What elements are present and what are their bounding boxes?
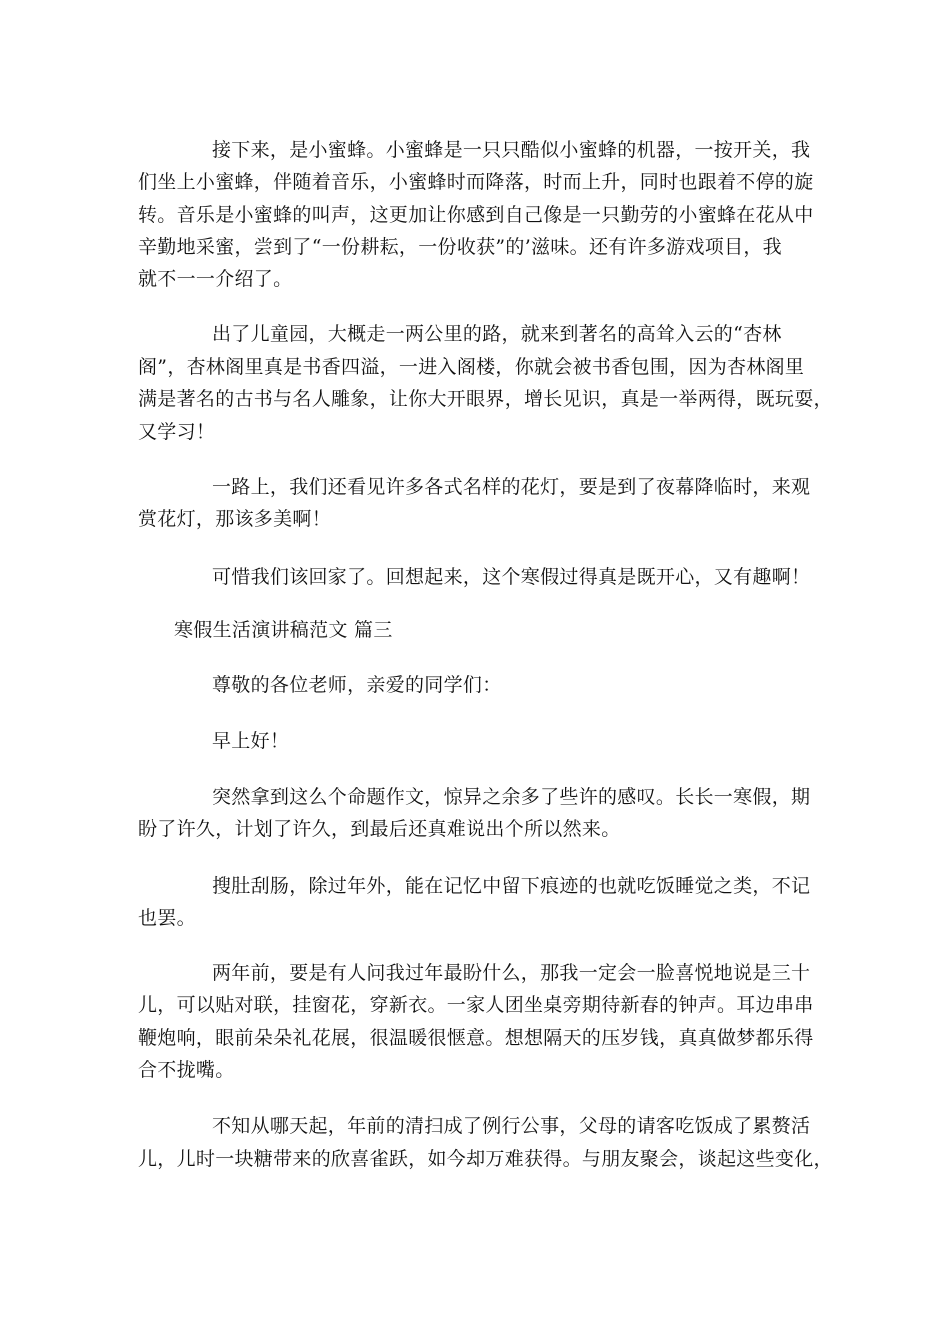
text-line: 接下来，是小蜜蜂。小蜜蜂是一只只酷似小蜜蜂的机器，一按开关，我 xyxy=(212,139,811,161)
text-line: 合不拢嘴。 xyxy=(138,1059,235,1081)
text-line: 阁”，杏林阁里真是书香四溢，一进入阁楼，你就会被书香包围，因为杏林阁里 xyxy=(138,356,805,378)
text-line: 儿，儿时一块糖带来的欣喜雀跃，如今却万难获得。与朋友聚会，谈起这些变化， xyxy=(138,1148,833,1170)
text-line: 辛勤地采蜜，尝到了“一份耕耘，一份收获”的’滋味。还有许多游戏项目，我 xyxy=(138,236,782,258)
text-line: 鞭炮响，眼前朵朵礼花展，很温暖很惬意。想想隔天的压岁钱，真真做梦都乐得 xyxy=(138,1027,814,1049)
text-line: 突然拿到这么个命题作文，惊异之余多了些许的感叹。长长一寒假，期 xyxy=(212,786,811,808)
text-line: 们坐上小蜜蜂，伴随着音乐，小蜜蜂时而降落，时而上升，同时也跟着不停的旋 xyxy=(138,171,814,193)
text-line: 一路上，我们还看见许多各式名样的花灯，要是到了夜幕降临时，来观 xyxy=(212,476,811,498)
text-line: 搜肚刮肠，除过年外，能在记忆中留下痕迹的也就吃饭睡觉之类，不记 xyxy=(212,875,811,897)
text-line: 不知从哪天起，年前的清扫成了例行公事，父母的请客吃饭成了累赘活 xyxy=(212,1115,811,1137)
text-line: 盼了许久，计划了许久，到最后还真难说出个所以然来。 xyxy=(138,818,621,840)
text-line: 也罢。 xyxy=(138,907,196,929)
text-line: 可惜我们该回家了。回想起来，这个寒假过得真是既开心，又有趣啊！ xyxy=(212,566,811,588)
text-line: 尊敬的各位老师，亲爱的同学们： xyxy=(212,674,502,696)
text-line: 赏花灯，那该多美啊！ xyxy=(138,508,332,530)
text-line: 满是著名的古书与名人雕象，让你大开眼界，增长见识，真是一举两得，既玩耍， xyxy=(138,388,833,410)
text-line: 儿，可以贴对联，挂窗花，穿新衣。一家人团坐桌旁期待新春的钟声。耳边串串 xyxy=(138,994,814,1016)
text-line: 又学习！ xyxy=(138,421,216,443)
section-heading: 寒假生活演讲稿范文 篇三 xyxy=(174,619,393,641)
text-line: 转。音乐是小蜜蜂的叫声，这更加让你感到自己像是一只勤劳的小蜜蜂在花从中 xyxy=(138,204,814,226)
text-line: 两年前，要是有人问我过年最盼什么，那我一定会一脸喜悦地说是三十 xyxy=(212,962,811,984)
text-line: 出了儿童园，大概走一两公里的路，就来到著名的高耸入云的“杏林 xyxy=(212,323,782,345)
text-line: 就不一一介绍了。 xyxy=(138,268,293,290)
text-line: 早上好！ xyxy=(212,730,290,752)
